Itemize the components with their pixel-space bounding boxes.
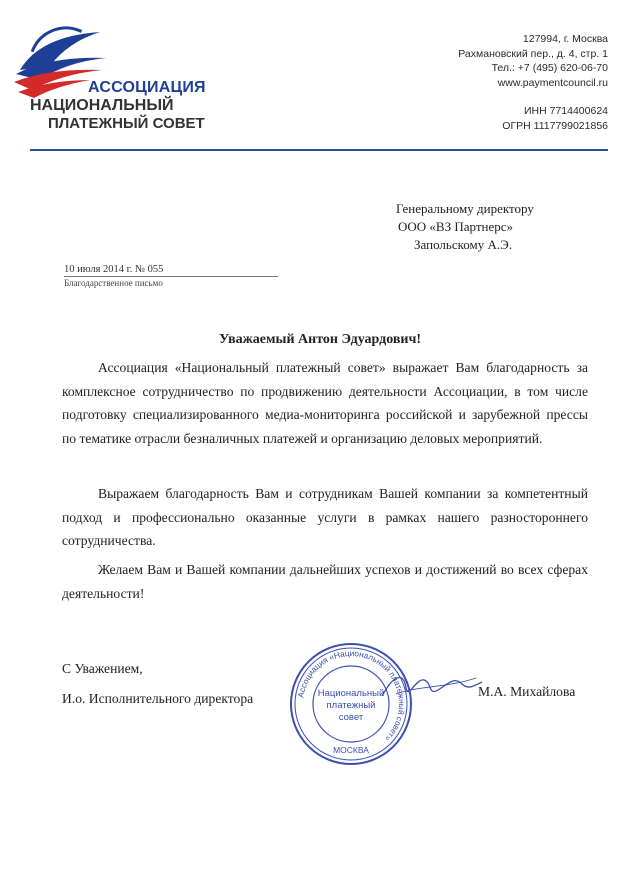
svg-text:Ассоциация «Национальный плате: Ассоциация «Национальный платежный совет» [296, 648, 407, 744]
closing-block [62, 654, 253, 714]
date-number: 10 июля 2014 г. № 055 [64, 264, 278, 277]
website-link[interactable]: www.paymentcouncil.ru [497, 76, 608, 89]
svg-text:МОСКВА: МОСКВА [333, 745, 369, 755]
phone: Тел.: +7 (495) 620-06-70 [491, 62, 608, 74]
logo-text-line1: АССОЦИАЦИЯ [88, 79, 206, 96]
handwritten-signature [376, 666, 486, 706]
svg-text:платежный: платежный [326, 700, 376, 711]
association-logo [10, 22, 206, 132]
signer-name: М.А. Михайлова [478, 684, 576, 699]
addressee-title: Генеральному директору [396, 201, 534, 216]
logo-text-line2: НАЦИОНАЛЬНЫЙ [30, 97, 174, 114]
salutation: Уважаемый Антон Эдуардович! [218, 332, 422, 347]
address-line2: Рахмановский пер., д. 4, стр. 1 [458, 47, 608, 60]
signer-position: И.о. Исполнительного директора [62, 691, 254, 706]
inn: ИНН 7714400624 [523, 105, 608, 117]
regards: С Уважением, [62, 661, 143, 676]
svg-text:совет: совет [338, 712, 364, 723]
header-divider [30, 149, 608, 151]
contact-block [458, 32, 608, 133]
reference-block [64, 264, 278, 288]
ogrn: ОГРН 1117799021856 [502, 119, 608, 132]
addressee-name: Запольскому А.Э. [414, 237, 512, 252]
svg-text:Национальный: Национальный [317, 688, 385, 699]
subject-line: Благодарственное письмо [64, 278, 163, 288]
addressee-company: ООО «ВЗ Партнерс» [398, 219, 514, 234]
address-line1: 127994, г. Москва [522, 33, 608, 45]
body-paragraph-1 [62, 356, 588, 450]
addressee-block [396, 200, 534, 254]
paragraph-text: Выражаем благодарность Вам и сотрудникам Вашей компании за компетентный подход и профессионально оказанные услуги в рамках нашего разностороннего сотрудничества. [62, 486, 588, 549]
body-paragraph-3 [62, 558, 588, 605]
paragraph-text: Желаем Вам и Вашей компании дальнейших успехов и достижений во всех сферах деятельности! [62, 562, 588, 601]
logo-text-line3: ПЛАТЕЖНЫЙ СОВЕТ [48, 115, 205, 132]
paragraph-text: Ассоциация «Национальный платежный совет» выражает Вам благодарность за комплексное сотрудничество по продвижению деятельности Ассоциации, в том числе подготовку специализированного медиа-мониторинга российской и зарубежной прессы по тематике отрасли безналичных платежей и организацию деловых мероприятий. [62, 360, 588, 446]
body-paragraph-2 [62, 482, 588, 553]
